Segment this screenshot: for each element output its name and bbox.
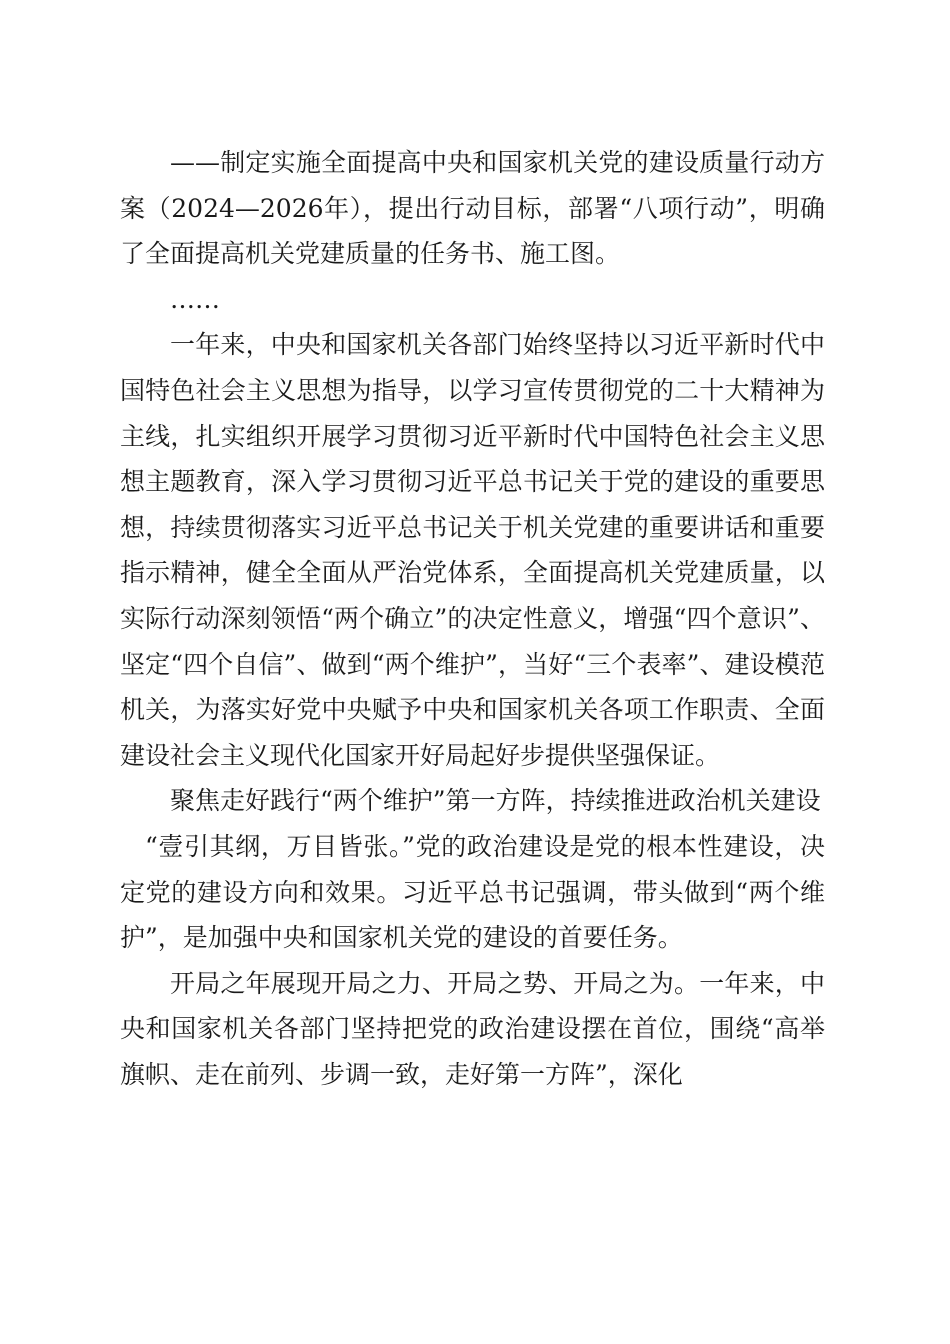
paragraph-opening-year: 开局之年展现开局之力、开局之势、开局之为。一年来，中央和国家机关各部门坚持把党的政治建设摆在首位，围绕“高举旗帜、走在前列、步调一致，走好第一方阵”，深化 xyxy=(120,968,825,1089)
paragraph-ellipsis: …… xyxy=(170,284,220,314)
paragraph-action-plan: ——制定实施全面提高中央和国家机关党的建设质量行动方案（2024—2026年），提出行动目标，部署“八项行动”，明确了全面提高机关党建质量的任务书、施工图。 xyxy=(120,148,825,269)
document-body xyxy=(120,140,825,1097)
section-heading: 聚焦走好践行“两个维护”第一方阵，持续推进政治机关建设 xyxy=(170,786,821,816)
paragraph-quote: “壹引其纲，万目皆张。”党的政治建设是党的根本性建设，决定党的建设方向和效果。习近平总书记强调，带头做到“两个维护”，是加强中央和国家机关党的建设的首要任务。 xyxy=(120,831,825,953)
paragraph-year-review: 一年来，中央和国家机关各部门始终坚持以习近平新时代中国特色社会主义思想为指导，以学习宣传贯彻党的二十大精神为主线，扎实组织开展学习贯彻习近平新时代中国特色社会主义思想主题教育，深入学习贯彻习近平总书记关于党的建设的重要思想，持续贯彻落实习近平总书记关于机关党建的重要讲话和重要指示精神，健全全面从严治党体系，全面提高机关党建质量，以实际行动深刻领悟“两个确立”的决定性意义，增强“四个意识”、坚定“四个自信”、做到“两个维护”，当好“三个表率”、建设模范机关，为落实好党中央赋予中央和国家机关各项工作职责、全面建设社会主义现代化国家开好局起好步提供坚强保证。 xyxy=(120,330,825,770)
